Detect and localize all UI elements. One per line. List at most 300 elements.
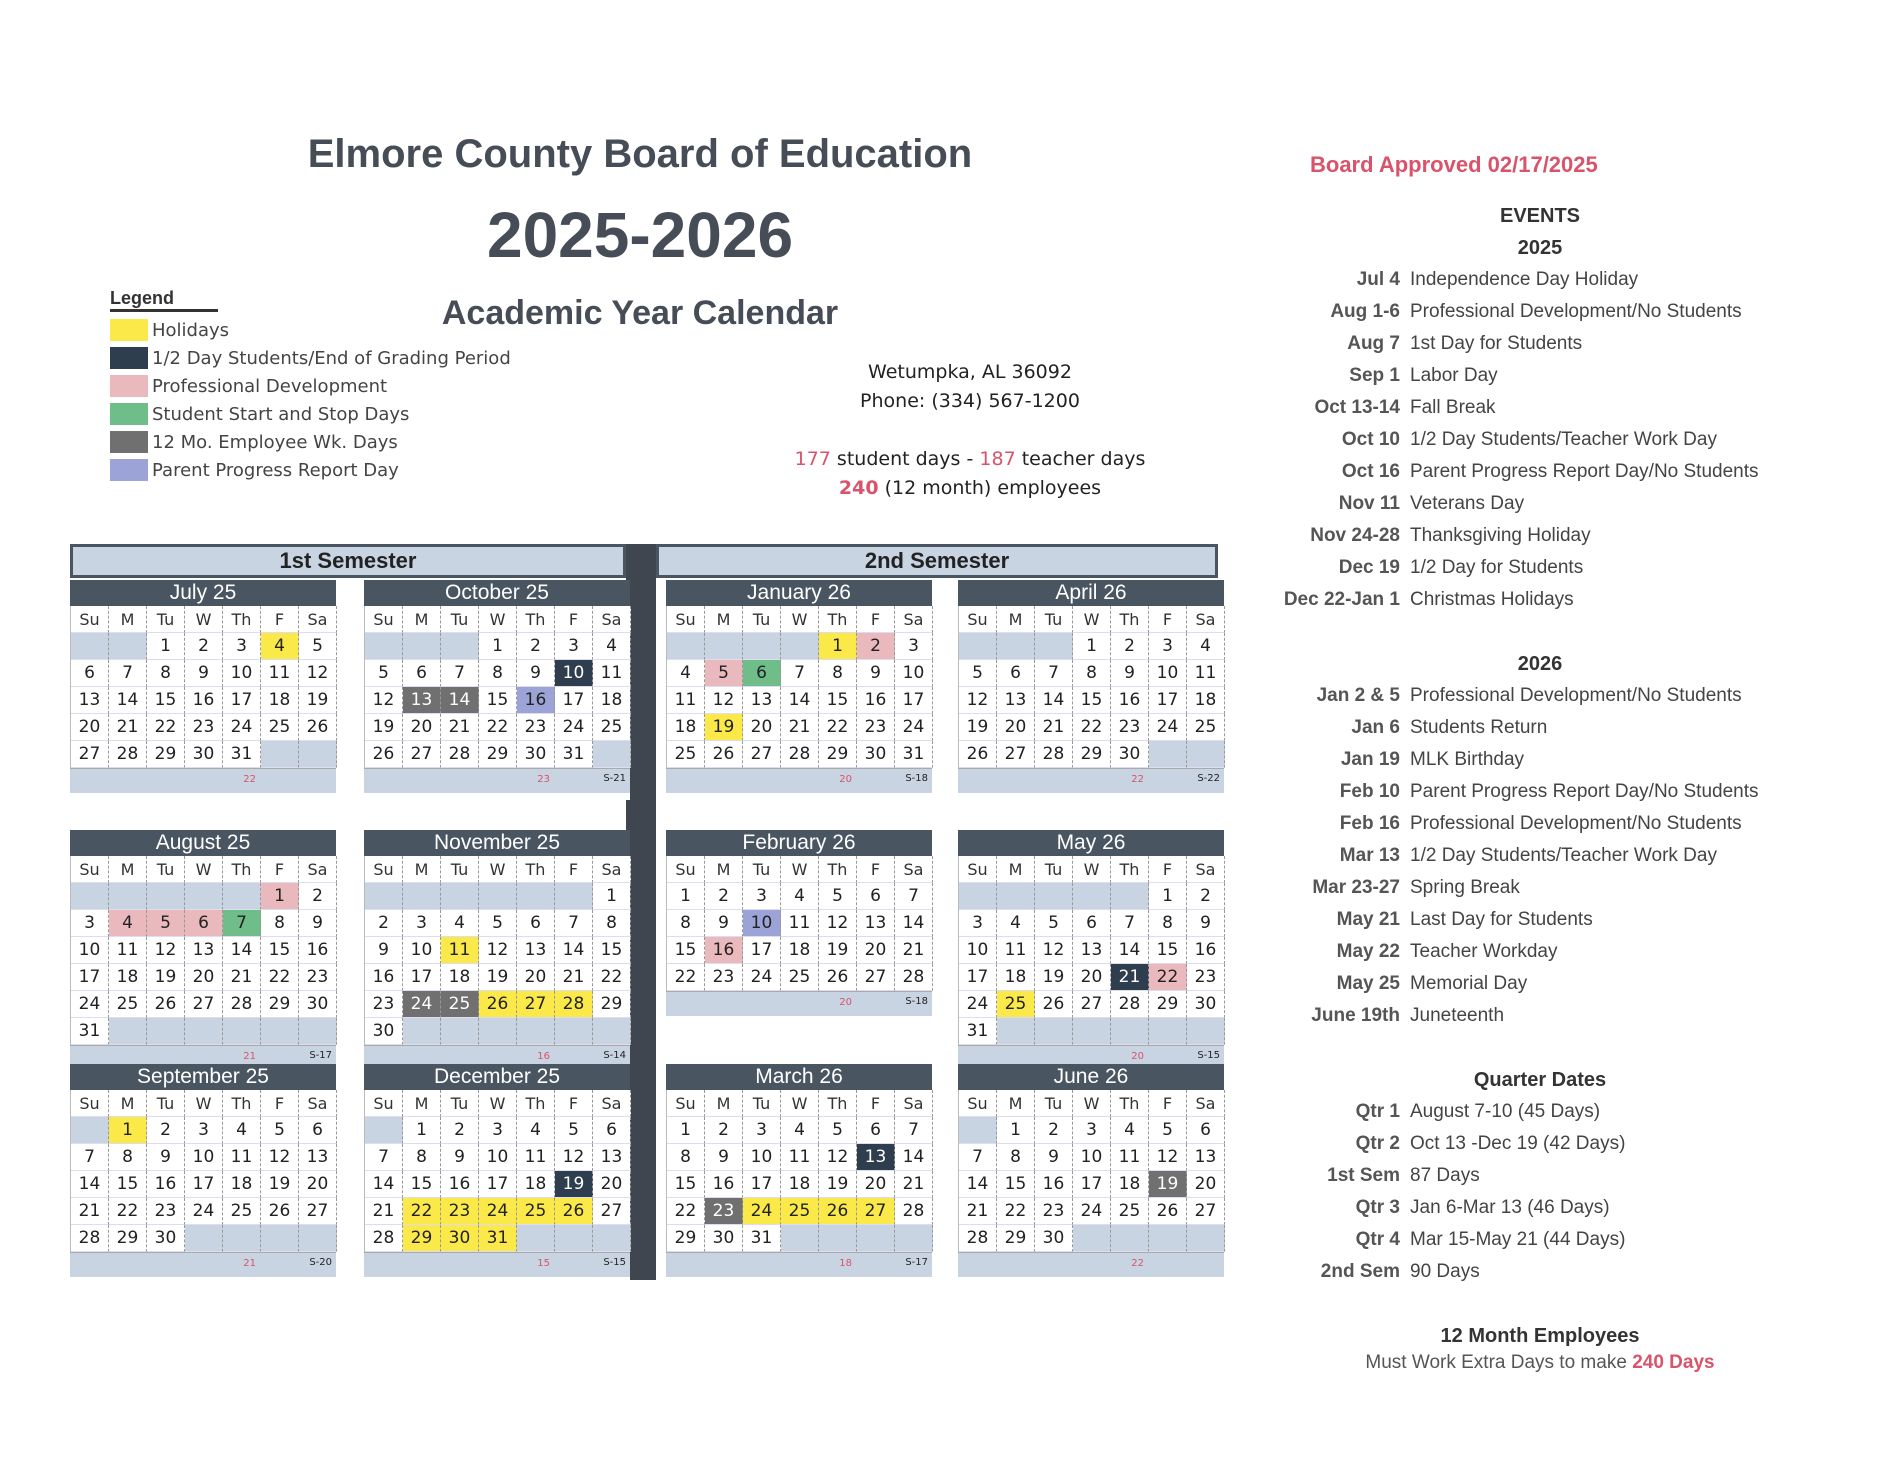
day-cell: 19	[959, 714, 997, 741]
event-date: 1st Sem	[1327, 1165, 1400, 1186]
day-cell: 5	[299, 633, 337, 660]
day-cell: 31	[743, 1225, 781, 1252]
empty-cell	[71, 883, 109, 910]
day-cell: 22	[403, 1198, 441, 1225]
month-may-26	[958, 830, 1224, 1062]
weekday-header: M	[403, 606, 441, 633]
day-cell: 6	[71, 660, 109, 687]
day-cell: 14	[895, 1144, 933, 1171]
day-cell: 12	[147, 937, 185, 964]
month-footer	[666, 768, 932, 793]
day-cell: 16	[299, 937, 337, 964]
weekday-header: Th	[819, 1090, 857, 1117]
day-cell: 11	[997, 937, 1035, 964]
day-cell: 14	[71, 1171, 109, 1198]
weekday-header: Su	[667, 1090, 705, 1117]
day-cell: 6	[857, 1117, 895, 1144]
day-cell: 10	[1149, 660, 1187, 687]
day-cell: 6	[299, 1117, 337, 1144]
legend-item	[110, 400, 530, 428]
legend-swatch	[110, 403, 148, 425]
empty-cell	[555, 883, 593, 910]
day-cell: 3	[1073, 1117, 1111, 1144]
day-cell: 21	[71, 1198, 109, 1225]
day-cell: 8	[593, 910, 631, 937]
employees-days: 240 Days	[1632, 1352, 1715, 1373]
day-cell: 7	[1111, 910, 1149, 937]
day-cell: 27	[593, 1198, 631, 1225]
event-date: Dec 19	[1338, 557, 1400, 578]
weekday-header: Th	[517, 1090, 555, 1117]
address: Wetumpka, AL 36092	[868, 361, 1072, 383]
month-footer	[70, 768, 336, 793]
day-cell: 12	[555, 1144, 593, 1171]
event-row	[1280, 360, 1800, 392]
weekday-header: Tu	[743, 1090, 781, 1117]
day-cell: 21	[1035, 714, 1073, 741]
weekday-header: W	[1073, 1090, 1111, 1117]
day-cell: 17	[555, 687, 593, 714]
empty-cell	[1035, 633, 1073, 660]
event-date: Aug 7	[1347, 333, 1400, 354]
event-row	[1280, 1128, 1800, 1160]
event-row	[1280, 968, 1800, 1000]
event-date: Oct 13-14	[1314, 397, 1400, 418]
day-cell: 31	[555, 741, 593, 768]
day-cell: 6	[517, 910, 555, 937]
event-row	[1280, 520, 1800, 552]
weekday-header: Th	[1111, 1090, 1149, 1117]
day-cell: 8	[667, 910, 705, 937]
day-cell: 9	[147, 1144, 185, 1171]
day-cell: 28	[71, 1225, 109, 1252]
day-cell: 17	[71, 964, 109, 991]
day-cell: 13	[857, 1144, 895, 1171]
event-text: Thanksgiving Holiday	[1410, 525, 1591, 546]
day-cell: 26	[479, 991, 517, 1018]
event-date: Oct 16	[1341, 461, 1400, 482]
day-cell: 21	[781, 714, 819, 741]
day-cell: 23	[1187, 964, 1225, 991]
day-cell: 8	[1149, 910, 1187, 937]
day-cell: 11	[261, 660, 299, 687]
student-day-count: S-22	[1197, 773, 1220, 784]
day-cell: 21	[223, 964, 261, 991]
day-cell: 28	[895, 964, 933, 991]
event-text: Christmas Holidays	[1410, 589, 1574, 610]
event-text: Memorial Day	[1410, 973, 1528, 994]
weekday-header: Th	[819, 856, 857, 883]
event-text: Students Return	[1410, 717, 1548, 738]
day-cell: 25	[441, 991, 479, 1018]
day-cell: 5	[1035, 910, 1073, 937]
day-cell: 12	[261, 1144, 299, 1171]
day-cell: 16	[441, 1171, 479, 1198]
month-march-26	[666, 1064, 932, 1284]
day-cell: 10	[743, 910, 781, 937]
legend-label: Holidays	[152, 319, 230, 341]
empty-cell	[185, 883, 223, 910]
day-cell: 10	[223, 660, 261, 687]
day-cell: 8	[403, 1144, 441, 1171]
event-text: Independence Day Holiday	[1410, 269, 1639, 290]
teacher-day-count: 20	[839, 774, 852, 785]
weekday-header: W	[185, 1090, 223, 1117]
day-cell: 27	[743, 741, 781, 768]
weekday-header: Th	[819, 606, 857, 633]
day-cell: 17	[185, 1171, 223, 1198]
event-text: Veterans Day	[1410, 493, 1525, 514]
empty-cell	[667, 633, 705, 660]
weekday-header: M	[705, 1090, 743, 1117]
empty-cell	[299, 1018, 337, 1045]
day-cell: 5	[261, 1117, 299, 1144]
day-cell: 14	[365, 1171, 403, 1198]
teacher-day-count: 21	[243, 1258, 256, 1269]
day-cell: 13	[185, 937, 223, 964]
day-cell: 24	[71, 991, 109, 1018]
weekday-header: W	[479, 606, 517, 633]
empty-cell	[147, 883, 185, 910]
teacher-days-count: 187	[979, 448, 1016, 470]
day-cell: 19	[819, 937, 857, 964]
day-cell: 12	[1149, 1144, 1187, 1171]
event-text: Juneteenth	[1410, 1005, 1505, 1026]
event-text: MLK Birthday	[1410, 749, 1525, 770]
day-cell: 27	[857, 964, 895, 991]
empty-cell	[185, 1018, 223, 1045]
day-cell: 7	[109, 660, 147, 687]
event-row	[1280, 1192, 1800, 1224]
day-cell: 25	[109, 991, 147, 1018]
day-cell: 19	[147, 964, 185, 991]
weekday-header: M	[997, 606, 1035, 633]
day-cell: 15	[147, 687, 185, 714]
weekday-header: Tu	[441, 606, 479, 633]
legend-item	[110, 316, 530, 344]
day-cell: 26	[365, 741, 403, 768]
empty-cell	[403, 1018, 441, 1045]
weekday-header: Sa	[299, 606, 337, 633]
day-cell: 3	[403, 910, 441, 937]
day-cell: 14	[781, 687, 819, 714]
weekday-header: Sa	[895, 1090, 933, 1117]
student-days-label: student days -	[830, 448, 980, 470]
day-cell: 11	[593, 660, 631, 687]
day-cell: 2	[705, 883, 743, 910]
event-text: Last Day for Students	[1410, 909, 1593, 930]
day-cell: 12	[479, 937, 517, 964]
day-cell: 9	[1187, 910, 1225, 937]
day-cell: 9	[441, 1144, 479, 1171]
day-cell: 30	[1111, 741, 1149, 768]
empty-cell	[441, 1018, 479, 1045]
day-cell: 2	[517, 633, 555, 660]
event-date: Jan 19	[1340, 749, 1400, 770]
weekday-header: Tu	[441, 1090, 479, 1117]
day-cell: 15	[109, 1171, 147, 1198]
weekday-header: Sa	[1187, 1090, 1225, 1117]
events-title: EVENTS	[1499, 205, 1581, 227]
day-cell: 23	[705, 1198, 743, 1225]
weekday-header: Sa	[1187, 606, 1225, 633]
legend-swatch	[110, 459, 148, 481]
month-title: November 25	[364, 830, 630, 856]
empty-cell	[479, 1018, 517, 1045]
day-cell: 13	[299, 1144, 337, 1171]
day-cell: 16	[1187, 937, 1225, 964]
empty-cell	[593, 1018, 631, 1045]
day-cell: 7	[1035, 660, 1073, 687]
month-title: February 26	[666, 830, 932, 856]
weekday-header: Th	[223, 606, 261, 633]
day-cell: 13	[517, 937, 555, 964]
event-row	[1280, 936, 1800, 968]
month-title: September 25	[70, 1064, 336, 1090]
empty-cell	[1073, 1018, 1111, 1045]
day-cell: 28	[223, 991, 261, 1018]
day-cell: 17	[1149, 687, 1187, 714]
day-cell: 29	[819, 741, 857, 768]
empty-cell	[365, 1117, 403, 1144]
day-cell: 15	[1073, 687, 1111, 714]
day-cell: 23	[365, 991, 403, 1018]
month-footer	[958, 1252, 1224, 1277]
day-cell: 27	[299, 1198, 337, 1225]
day-cell: 30	[517, 741, 555, 768]
event-row	[1280, 808, 1800, 840]
month-title: July 25	[70, 580, 336, 606]
day-cell: 23	[1035, 1198, 1073, 1225]
empty-cell	[479, 883, 517, 910]
day-cell: 24	[1149, 714, 1187, 741]
day-cell: 24	[185, 1198, 223, 1225]
day-cell: 25	[593, 714, 631, 741]
day-cell: 28	[555, 991, 593, 1018]
weekday-header: F	[857, 1090, 895, 1117]
day-cell: 3	[743, 1117, 781, 1144]
day-cell: 22	[479, 714, 517, 741]
event-row	[1280, 712, 1800, 744]
day-cell: 8	[109, 1144, 147, 1171]
empty-cell	[959, 883, 997, 910]
weekday-header: Su	[667, 856, 705, 883]
student-day-count: S-15	[603, 1257, 626, 1268]
event-date: May 21	[1336, 909, 1400, 930]
day-cell: 16	[705, 937, 743, 964]
day-cell: 12	[365, 687, 403, 714]
day-cell: 12	[1035, 937, 1073, 964]
event-row	[1280, 488, 1800, 520]
day-cell: 26	[147, 991, 185, 1018]
day-cell: 1	[1073, 633, 1111, 660]
teacher-days-label: teacher days	[1015, 448, 1146, 470]
event-date: Qtr 3	[1355, 1197, 1400, 1218]
day-cell: 1	[819, 633, 857, 660]
day-cell: 15	[997, 1171, 1035, 1198]
day-cell: 8	[261, 910, 299, 937]
event-date: Mar 23-27	[1312, 877, 1400, 898]
day-cell: 10	[743, 1144, 781, 1171]
empty-cell	[1111, 1225, 1149, 1252]
day-cell: 28	[1111, 991, 1149, 1018]
empty-cell	[71, 633, 109, 660]
day-cell: 7	[223, 910, 261, 937]
legend-label: Student Start and Stop Days	[152, 403, 410, 425]
month-august-25	[70, 830, 336, 1062]
day-cell: 15	[261, 937, 299, 964]
day-cell: 18	[261, 687, 299, 714]
weekday-header: Tu	[147, 1090, 185, 1117]
event-text: August 7-10 (45 Days)	[1410, 1101, 1601, 1122]
day-cell: 25	[517, 1198, 555, 1225]
day-cell: 22	[147, 714, 185, 741]
month-footer	[666, 1252, 932, 1277]
day-cell: 4	[109, 910, 147, 937]
day-cell: 19	[261, 1171, 299, 1198]
day-cell: 10	[71, 937, 109, 964]
weekday-header: M	[997, 856, 1035, 883]
day-cell: 26	[1149, 1198, 1187, 1225]
day-cell: 7	[895, 883, 933, 910]
day-cell: 8	[667, 1144, 705, 1171]
day-cell: 24	[1073, 1198, 1111, 1225]
day-cell: 18	[441, 964, 479, 991]
day-cell: 17	[403, 964, 441, 991]
weekday-header: Sa	[895, 606, 933, 633]
empty-cell	[185, 1225, 223, 1252]
employees-note: Must Work Extra Days to make 240 Days	[1365, 1352, 1715, 1373]
day-cell: 7	[895, 1117, 933, 1144]
day-cell: 15	[667, 1171, 705, 1198]
weekday-header: Th	[1111, 856, 1149, 883]
day-cell: 14	[959, 1171, 997, 1198]
event-text: Mar 15-May 21 (44 Days)	[1410, 1229, 1626, 1250]
empty-cell	[517, 1225, 555, 1252]
weekday-header: Th	[223, 1090, 261, 1117]
month-november-25	[364, 830, 630, 1062]
day-cell: 18	[781, 1171, 819, 1198]
day-cell: 30	[1187, 991, 1225, 1018]
day-cell: 3	[895, 633, 933, 660]
day-cell: 26	[1035, 991, 1073, 1018]
board-title: Elmore County Board of Education	[307, 132, 973, 176]
day-cell: 25	[781, 1198, 819, 1225]
day-cell: 2	[441, 1117, 479, 1144]
day-cell: 18	[1187, 687, 1225, 714]
employee-days-count: 240	[838, 477, 879, 499]
day-cell: 12	[959, 687, 997, 714]
event-row	[1280, 744, 1800, 776]
day-cell: 13	[743, 687, 781, 714]
day-cell: 4	[781, 883, 819, 910]
weekday-header: Su	[365, 856, 403, 883]
weekday-header: Tu	[1035, 856, 1073, 883]
month-footer	[364, 768, 630, 793]
event-row	[1280, 264, 1800, 296]
empty-cell	[959, 1117, 997, 1144]
event-date: Jan 2 & 5	[1316, 685, 1400, 706]
day-cell: 13	[997, 687, 1035, 714]
day-cell: 10	[403, 937, 441, 964]
day-cell: 1	[403, 1117, 441, 1144]
empty-cell	[1149, 741, 1187, 768]
empty-cell	[997, 883, 1035, 910]
day-cell: 18	[109, 964, 147, 991]
event-text: 87 Days	[1410, 1165, 1480, 1186]
day-cell: 14	[895, 910, 933, 937]
day-cell: 13	[403, 687, 441, 714]
day-cell: 22	[593, 964, 631, 991]
day-cell: 5	[365, 660, 403, 687]
day-cell: 3	[959, 910, 997, 937]
event-date: Oct 10	[1341, 429, 1400, 450]
day-cell: 7	[555, 910, 593, 937]
weekday-header: F	[261, 856, 299, 883]
day-cell: 9	[1035, 1144, 1073, 1171]
day-cell: 2	[365, 910, 403, 937]
day-cell: 26	[705, 741, 743, 768]
day-cell: 18	[1111, 1171, 1149, 1198]
event-text: Professional Development/No Students	[1410, 813, 1742, 834]
day-cell: 12	[705, 687, 743, 714]
student-day-count: S-14	[603, 1050, 626, 1061]
day-cell: 9	[517, 660, 555, 687]
day-cell: 29	[593, 991, 631, 1018]
empty-cell	[517, 883, 555, 910]
day-cell: 16	[517, 687, 555, 714]
day-cell: 21	[895, 937, 933, 964]
day-cell: 10	[185, 1144, 223, 1171]
day-cell: 7	[365, 1144, 403, 1171]
day-cell: 3	[223, 633, 261, 660]
event-date: Nov 24-28	[1310, 525, 1400, 546]
day-cell: 24	[403, 991, 441, 1018]
day-cell: 8	[997, 1144, 1035, 1171]
day-cell: 6	[185, 910, 223, 937]
employees-title: 12 Month Employees	[1440, 1325, 1640, 1347]
day-cell: 5	[819, 1117, 857, 1144]
weekday-header: Th	[223, 856, 261, 883]
day-cell: 7	[441, 660, 479, 687]
day-cell: 28	[959, 1225, 997, 1252]
event-date: Qtr 4	[1355, 1229, 1400, 1250]
empty-cell	[299, 1225, 337, 1252]
day-cell: 25	[1187, 714, 1225, 741]
legend	[110, 288, 530, 484]
day-cell: 17	[1073, 1171, 1111, 1198]
day-cell: 28	[109, 741, 147, 768]
day-cell: 9	[185, 660, 223, 687]
student-day-count: S-18	[905, 773, 928, 784]
empty-cell	[517, 1018, 555, 1045]
event-date: 2nd Sem	[1320, 1261, 1400, 1282]
weekday-header: W	[1073, 856, 1111, 883]
day-cell: 2	[1187, 883, 1225, 910]
event-row	[1280, 328, 1800, 360]
day-cell: 23	[147, 1198, 185, 1225]
day-cell: 26	[959, 741, 997, 768]
day-cell: 20	[71, 714, 109, 741]
weekday-header: Su	[959, 606, 997, 633]
day-cell: 1	[1149, 883, 1187, 910]
day-cell: 9	[365, 937, 403, 964]
empty-cell	[1187, 1018, 1225, 1045]
student-day-count: S-20	[309, 1257, 332, 1268]
day-cell: 30	[857, 741, 895, 768]
day-cell: 20	[185, 964, 223, 991]
empty-cell	[1187, 1225, 1225, 1252]
